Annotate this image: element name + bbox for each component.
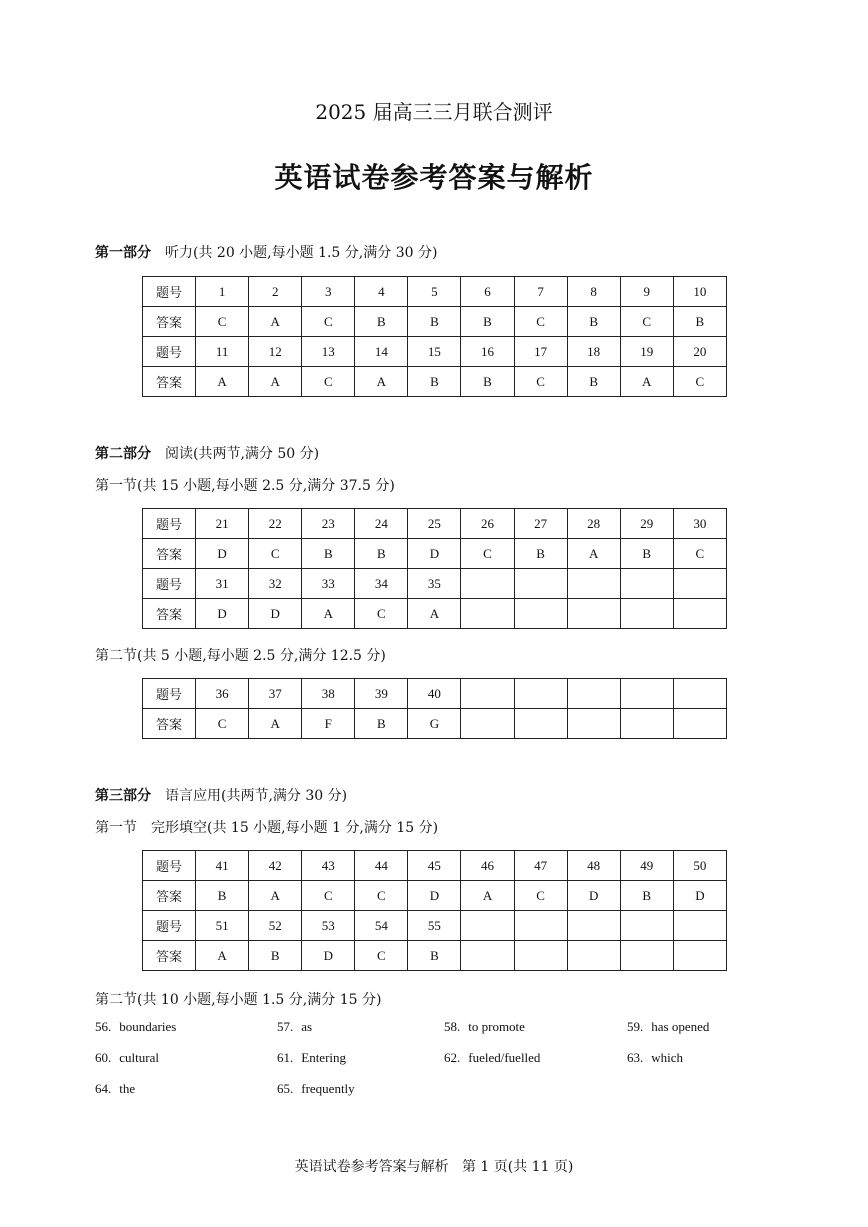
question-number-cell [461, 911, 514, 941]
answer-cell: D [567, 881, 620, 911]
part1-heading [95, 242, 437, 262]
part3-section1-subtitle: 完形填空(共 15 小题,每小题 1 分,满分 15 分) [151, 820, 439, 836]
question-number-cell: 18 [567, 337, 620, 367]
answer-label-cell: 答案 [143, 709, 196, 739]
answer-cell [673, 599, 726, 629]
answer-cell: B [567, 367, 620, 397]
answer-cell [620, 599, 673, 629]
question-number-cell [514, 679, 567, 709]
part3-section1-title: 第一节 [95, 820, 137, 836]
answer-cell [461, 709, 514, 739]
part3-section1-heading [95, 817, 438, 837]
answer-cell: D [408, 539, 461, 569]
fill-answer-number: 62. [444, 1050, 461, 1065]
question-number-cell [620, 569, 673, 599]
answer-cell: A [620, 367, 673, 397]
question-number-cell [461, 679, 514, 709]
answer-cell: B [249, 941, 302, 971]
part3-heading [95, 785, 347, 805]
question-number-cell [567, 679, 620, 709]
answer-cell: C [302, 367, 355, 397]
part2-heading [95, 443, 319, 463]
answer-row [143, 709, 727, 739]
part3-section2-heading: 第二节(共 10 小题,每小题 1.5 分,满分 15 分) [95, 992, 382, 1008]
answer-row [143, 539, 727, 569]
fill-answer-text: which [651, 1050, 684, 1065]
answer-cell: A [567, 539, 620, 569]
answer-cell [514, 941, 567, 971]
answer-label-cell: 答案 [143, 599, 196, 629]
answer-cell: D [302, 941, 355, 971]
question-number-cell: 29 [620, 509, 673, 539]
answer-cell: A [249, 367, 302, 397]
question-number-cell: 20 [673, 337, 726, 367]
question-number-cell: 17 [514, 337, 567, 367]
answer-row [143, 599, 727, 629]
answer-cell: D [408, 881, 461, 911]
answer-cell [567, 599, 620, 629]
fill-answer-number: 61. [277, 1050, 294, 1065]
answer-cell: C [514, 367, 567, 397]
question-number-cell: 53 [302, 911, 355, 941]
question-number-cell: 6 [461, 277, 514, 307]
fill-answer-text: the [119, 1081, 136, 1096]
answer-cell: B [408, 367, 461, 397]
fill-answer-number: 56. [95, 1019, 112, 1034]
fill-answer-number: 64. [95, 1081, 112, 1096]
part2-section1-answer-table [142, 508, 727, 629]
question-number-cell: 5 [408, 277, 461, 307]
answer-label-cell: 答案 [143, 307, 196, 337]
question-number-cell: 24 [355, 509, 408, 539]
fill-answer-item [627, 1050, 683, 1066]
fill-answer-item [277, 1019, 312, 1035]
answer-cell: A [196, 367, 249, 397]
answer-cell: A [249, 709, 302, 739]
part3-subtitle: 语言应用(共两节,满分 30 分) [165, 788, 348, 804]
question-number-cell [567, 569, 620, 599]
fill-answer-item [95, 1081, 135, 1097]
answer-cell: B [302, 539, 355, 569]
answer-cell: D [196, 599, 249, 629]
fill-answer-text: to promote [468, 1019, 525, 1034]
answer-cell [673, 709, 726, 739]
question-number-cell: 44 [355, 851, 408, 881]
answer-row [143, 367, 727, 397]
question-number-cell: 12 [249, 337, 302, 367]
question-number-cell: 2 [249, 277, 302, 307]
fill-answer-text: Entering [301, 1050, 347, 1065]
question-number-cell: 43 [302, 851, 355, 881]
answer-cell: B [408, 941, 461, 971]
question-label-cell: 题号 [143, 277, 196, 307]
question-number-cell: 51 [196, 911, 249, 941]
answer-cell: A [461, 881, 514, 911]
fill-answer-item [444, 1050, 540, 1066]
part3-title: 第三部分 [95, 788, 151, 804]
fill-answer-number: 60. [95, 1050, 112, 1065]
answer-label-cell: 答案 [143, 941, 196, 971]
answer-cell [514, 599, 567, 629]
question-number-cell: 1 [196, 277, 249, 307]
fill-answer-item [277, 1050, 346, 1066]
fill-answer-text: cultural [119, 1050, 159, 1065]
answer-cell: B [673, 307, 726, 337]
question-label-cell: 题号 [143, 851, 196, 881]
question-number-cell: 32 [249, 569, 302, 599]
question-number-cell: 52 [249, 911, 302, 941]
question-number-cell: 41 [196, 851, 249, 881]
answer-cell: A [408, 599, 461, 629]
question-number-cell: 46 [461, 851, 514, 881]
question-number-cell: 37 [249, 679, 302, 709]
answer-cell: C [514, 307, 567, 337]
question-number-cell: 26 [461, 509, 514, 539]
question-number-cell: 19 [620, 337, 673, 367]
answer-cell [461, 941, 514, 971]
answer-cell: B [355, 709, 408, 739]
answer-cell [620, 709, 673, 739]
question-number-cell [461, 569, 514, 599]
answer-row [143, 881, 727, 911]
answer-label-cell: 答案 [143, 367, 196, 397]
question-number-cell: 15 [408, 337, 461, 367]
question-number-cell: 16 [461, 337, 514, 367]
page-footer: 英语试卷参考答案与解析 第 1 页(共 11 页) [294, 1159, 574, 1175]
question-number-cell: 38 [302, 679, 355, 709]
question-number-row [143, 569, 727, 599]
answer-cell: D [196, 539, 249, 569]
question-number-cell [514, 911, 567, 941]
answer-cell: B [514, 539, 567, 569]
fill-answer-number: 63. [627, 1050, 644, 1065]
answer-cell [673, 941, 726, 971]
question-number-cell: 31 [196, 569, 249, 599]
part1-title: 第一部分 [95, 245, 151, 261]
question-number-cell: 22 [249, 509, 302, 539]
answer-cell: B [355, 307, 408, 337]
question-number-cell: 35 [408, 569, 461, 599]
fill-answer-item [277, 1081, 355, 1097]
fill-answer-text: boundaries [119, 1019, 177, 1034]
answer-cell: C [302, 881, 355, 911]
question-number-cell: 13 [302, 337, 355, 367]
question-number-cell [620, 911, 673, 941]
answer-cell: C [673, 539, 726, 569]
question-label-cell: 题号 [143, 337, 196, 367]
question-number-cell: 48 [567, 851, 620, 881]
question-number-cell: 8 [567, 277, 620, 307]
question-label-cell: 题号 [143, 569, 196, 599]
exam-title: 2025 届高三三月联合测评 [315, 100, 553, 124]
answer-cell: C [355, 881, 408, 911]
answer-cell: B [620, 881, 673, 911]
question-number-row [143, 277, 727, 307]
question-number-cell [673, 679, 726, 709]
question-label-cell: 题号 [143, 679, 196, 709]
answer-cell: C [302, 307, 355, 337]
question-number-cell: 40 [408, 679, 461, 709]
part2-section2-heading: 第二节(共 5 小题,每小题 2.5 分,满分 12.5 分) [95, 648, 386, 664]
answer-cell: F [302, 709, 355, 739]
question-number-cell: 10 [673, 277, 726, 307]
part1-answer-table [142, 276, 727, 397]
answer-cell: A [249, 307, 302, 337]
fill-answer-item [95, 1019, 176, 1035]
question-number-cell [514, 569, 567, 599]
question-number-cell: 33 [302, 569, 355, 599]
question-number-row [143, 911, 727, 941]
fill-answer-text: as [301, 1019, 313, 1034]
answer-cell: D [249, 599, 302, 629]
part2-section2-answer-table [142, 678, 727, 739]
question-number-cell: 47 [514, 851, 567, 881]
question-number-row [143, 679, 727, 709]
question-label-cell: 题号 [143, 911, 196, 941]
question-number-cell: 34 [355, 569, 408, 599]
fill-answer-number: 65. [277, 1081, 294, 1096]
answer-cell: B [355, 539, 408, 569]
answer-cell: C [673, 367, 726, 397]
question-number-cell: 4 [355, 277, 408, 307]
question-number-cell: 50 [673, 851, 726, 881]
question-number-cell: 54 [355, 911, 408, 941]
fill-answer-text: frequently [301, 1081, 355, 1096]
main-title: 英语试卷参考答案与解析 [274, 161, 594, 194]
question-number-cell: 27 [514, 509, 567, 539]
answer-cell: C [249, 539, 302, 569]
answer-cell [567, 941, 620, 971]
question-number-cell: 42 [249, 851, 302, 881]
part3-section1-answer-table [142, 850, 727, 971]
answer-row [143, 941, 727, 971]
answer-cell: C [514, 881, 567, 911]
answer-row [143, 307, 727, 337]
answer-cell [461, 599, 514, 629]
question-number-cell: 25 [408, 509, 461, 539]
question-number-cell: 30 [673, 509, 726, 539]
question-number-cell [620, 679, 673, 709]
question-number-cell: 55 [408, 911, 461, 941]
answer-cell [514, 709, 567, 739]
fill-answer-number: 59. [627, 1019, 644, 1034]
question-number-cell: 9 [620, 277, 673, 307]
fill-answer-number: 58. [444, 1019, 461, 1034]
question-number-cell [673, 911, 726, 941]
question-number-cell: 11 [196, 337, 249, 367]
answer-cell: D [673, 881, 726, 911]
question-number-row [143, 851, 727, 881]
answer-cell: A [355, 367, 408, 397]
question-number-cell: 28 [567, 509, 620, 539]
fill-answer-number: 57. [277, 1019, 294, 1034]
answer-cell: C [461, 539, 514, 569]
answer-cell: A [196, 941, 249, 971]
part2-title: 第二部分 [95, 446, 151, 462]
fill-answer-text: has opened [651, 1019, 710, 1034]
answer-cell: A [302, 599, 355, 629]
question-number-cell: 45 [408, 851, 461, 881]
question-number-cell [673, 569, 726, 599]
answer-cell: B [461, 367, 514, 397]
question-number-cell: 23 [302, 509, 355, 539]
answer-cell [567, 709, 620, 739]
fill-answer-item [95, 1050, 159, 1066]
answer-cell [620, 941, 673, 971]
answer-label-cell: 答案 [143, 539, 196, 569]
answer-cell: B [461, 307, 514, 337]
answer-cell: B [408, 307, 461, 337]
part1-subtitle: 听力(共 20 小题,每小题 1.5 分,满分 30 分) [165, 245, 438, 261]
question-number-row [143, 509, 727, 539]
part2-subtitle: 阅读(共两节,满分 50 分) [165, 446, 320, 462]
fill-answer-item [444, 1019, 525, 1035]
answer-cell: C [196, 709, 249, 739]
question-number-cell: 21 [196, 509, 249, 539]
question-label-cell: 题号 [143, 509, 196, 539]
part2-section1-heading: 第一节(共 15 小题,每小题 2.5 分,满分 37.5 分) [95, 478, 395, 494]
question-number-cell: 36 [196, 679, 249, 709]
answer-cell: A [249, 881, 302, 911]
answer-cell: C [196, 307, 249, 337]
fill-answer-item [627, 1019, 709, 1035]
answer-label-cell: 答案 [143, 881, 196, 911]
question-number-cell: 7 [514, 277, 567, 307]
question-number-cell: 3 [302, 277, 355, 307]
answer-cell: G [408, 709, 461, 739]
answer-cell: C [620, 307, 673, 337]
answer-cell: B [620, 539, 673, 569]
answer-cell: B [567, 307, 620, 337]
answer-cell: C [355, 941, 408, 971]
fill-answer-text: fueled/fuelled [468, 1050, 541, 1065]
question-number-cell: 49 [620, 851, 673, 881]
question-number-cell: 14 [355, 337, 408, 367]
question-number-cell [567, 911, 620, 941]
answer-cell: B [196, 881, 249, 911]
answer-cell: C [355, 599, 408, 629]
question-number-cell: 39 [355, 679, 408, 709]
question-number-row [143, 337, 727, 367]
